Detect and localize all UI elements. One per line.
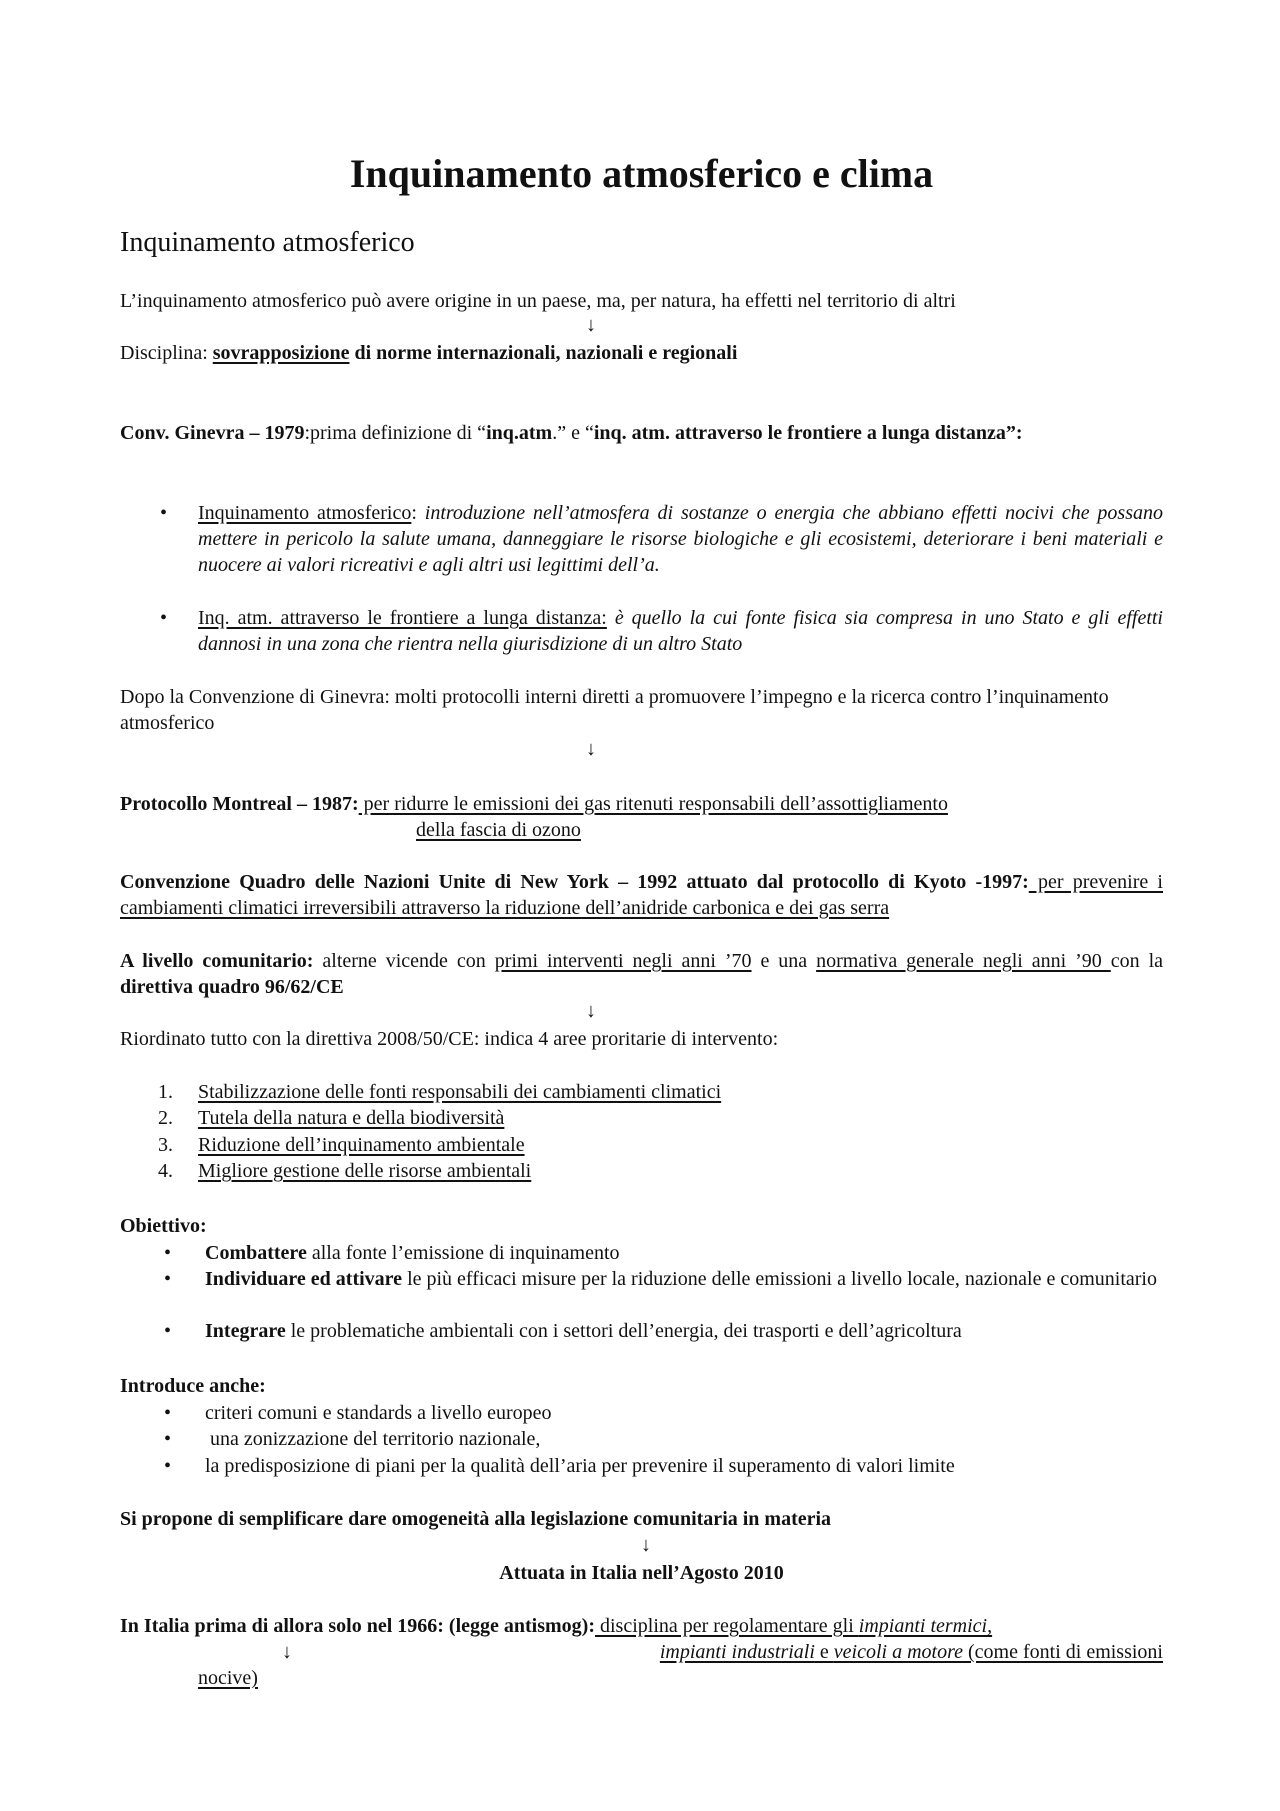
down-arrow-icon: ↓ xyxy=(641,1534,651,1556)
list-item: Tutela della natura e della biodiversità xyxy=(198,1107,505,1129)
bullet-icon: • xyxy=(164,1242,172,1264)
document-title: Inquinamento atmosferico e clima xyxy=(349,151,934,196)
attuata-line: Attuata in Italia nell’Agosto 2010 xyxy=(499,1562,784,1584)
list-item: Riduzione dell’inquinamento ambientale xyxy=(198,1134,525,1156)
introduce-heading: Introduce anche: xyxy=(120,1375,266,1397)
sovrapposizione-term: sovrapposizione xyxy=(212,342,350,364)
semplificare-line: Si propone di semplificare dare omogeneità alla legislazione comunitaria in materia xyxy=(120,1508,832,1530)
riordinato-line: Riordinato tutto con la direttiva 2008/50/CE: indica 4 aree proritarie di intervento: xyxy=(120,1028,779,1050)
down-arrow-icon: ↓ xyxy=(586,314,596,336)
italia-continuation: impianti industriali e veicoli a motore (come fonti di emissioni xyxy=(659,1641,1163,1663)
down-arrow-icon: ↓ xyxy=(586,738,596,760)
list-item: criteri comuni e standards a livello europeo xyxy=(205,1402,552,1424)
list-item: Individuare ed attivare le più efficaci misure per la riduzione delle emissioni a livello locale, nazionale e comunitario xyxy=(205,1268,1157,1290)
definition-inquinamento: Inquinamento atmosferico: introduzione nell’atmosfera di sostanze o energia che abbiano effetti nocivi che possano mettere in pericolo la salute umana, danneggiare le risorse biologiche e gli ecosistemi, deteriorare i beni materiali e nuocere ai valori ricreativi e agli altri usi legittimi dell’a. xyxy=(198,502,1163,576)
list-item: Migliore gestione delle risorse ambientali xyxy=(198,1160,532,1182)
bullet-icon: • xyxy=(164,1320,172,1342)
down-arrow-icon: ↓ xyxy=(282,1641,292,1663)
italia-paragraph: In Italia prima di allora solo nel 1966: (legge antismog): disciplina per regolamentare gli impianti termici, xyxy=(120,1615,993,1637)
list-item: la predisposizione di piani per la qualità dell’aria per prevenire il superamento di valori limite xyxy=(205,1455,955,1477)
montreal-continuation: della fascia di ozono xyxy=(416,819,581,841)
kyoto-paragraph: Convenzione Quadro delle Nazioni Unite di New York – 1992 attuato dal protocollo di Kyoto -1997: per prevenire i cambiamenti climatici irreversibili attraverso la riduzione dell’anidride carbonica e dei gas serra xyxy=(120,871,1163,919)
bullet-icon: • xyxy=(164,1268,172,1290)
disciplina-line: Disciplina: sovrapposizione di norme internazionali, nazionali e regionali xyxy=(120,342,738,364)
list-number: 3. xyxy=(158,1134,173,1156)
bullet-icon: • xyxy=(164,1428,172,1450)
comunitario-paragraph: A livello comunitario: alterne vicende con primi interventi negli anni ’70 e una normativa generale negli anni ’90 con la direttiva quadro 96/62/CE xyxy=(120,950,1164,998)
definition-frontiere: Inq. atm. attraverso le frontiere a lunga distanza: è quello la cui fonte fisica sia compresa in uno Stato e gli effetti dannosi in una zona che rientra nella giurisdizione di un altro Stato xyxy=(198,607,1163,655)
bullet-icon: • xyxy=(164,1455,172,1477)
list-item: Integrare le problematiche ambientali con i settori dell’energia, dei trasporti e dell’agricoltura xyxy=(205,1320,962,1342)
list-number: 1. xyxy=(158,1081,173,1103)
dopo-paragraph: Dopo la Convenzione di Ginevra: molti protocolli interni diretti a promuovere l’impegno e la ricerca contro l’inquinamento atmosferico xyxy=(120,686,1109,734)
list-item: Stabilizzazione delle fonti responsabili dei cambiamenti climatici xyxy=(198,1081,722,1103)
obiettivo-heading: Obiettivo: xyxy=(120,1215,207,1237)
list-item: una zonizzazione del territorio nazionale, xyxy=(205,1428,541,1450)
ginevra-paragraph: Conv. Ginevra – 1979:prima definizione di “inq.atm.” e “inq. atm. attraverso le frontiere a lunga distanza”: xyxy=(120,422,1023,444)
bullet-icon: • xyxy=(160,607,168,629)
italia-end: nocive) xyxy=(198,1667,258,1689)
bullet-icon: • xyxy=(160,502,168,524)
list-number: 4. xyxy=(158,1160,173,1182)
montreal-paragraph: Protocollo Montreal – 1987: per ridurre le emissioni dei gas ritenuti responsabili dell’assottigliamento xyxy=(120,793,948,815)
section-heading: Inquinamento atmosferico xyxy=(120,227,415,258)
down-arrow-icon: ↓ xyxy=(586,1000,596,1022)
list-item: Combattere alla fonte l’emissione di inquinamento xyxy=(205,1242,620,1264)
intro-line: L’inquinamento atmosferico può avere origine in un paese, ma, per natura, ha effetti nel territorio di altri xyxy=(120,290,956,312)
bullet-icon: • xyxy=(164,1402,172,1424)
list-number: 2. xyxy=(158,1107,173,1129)
